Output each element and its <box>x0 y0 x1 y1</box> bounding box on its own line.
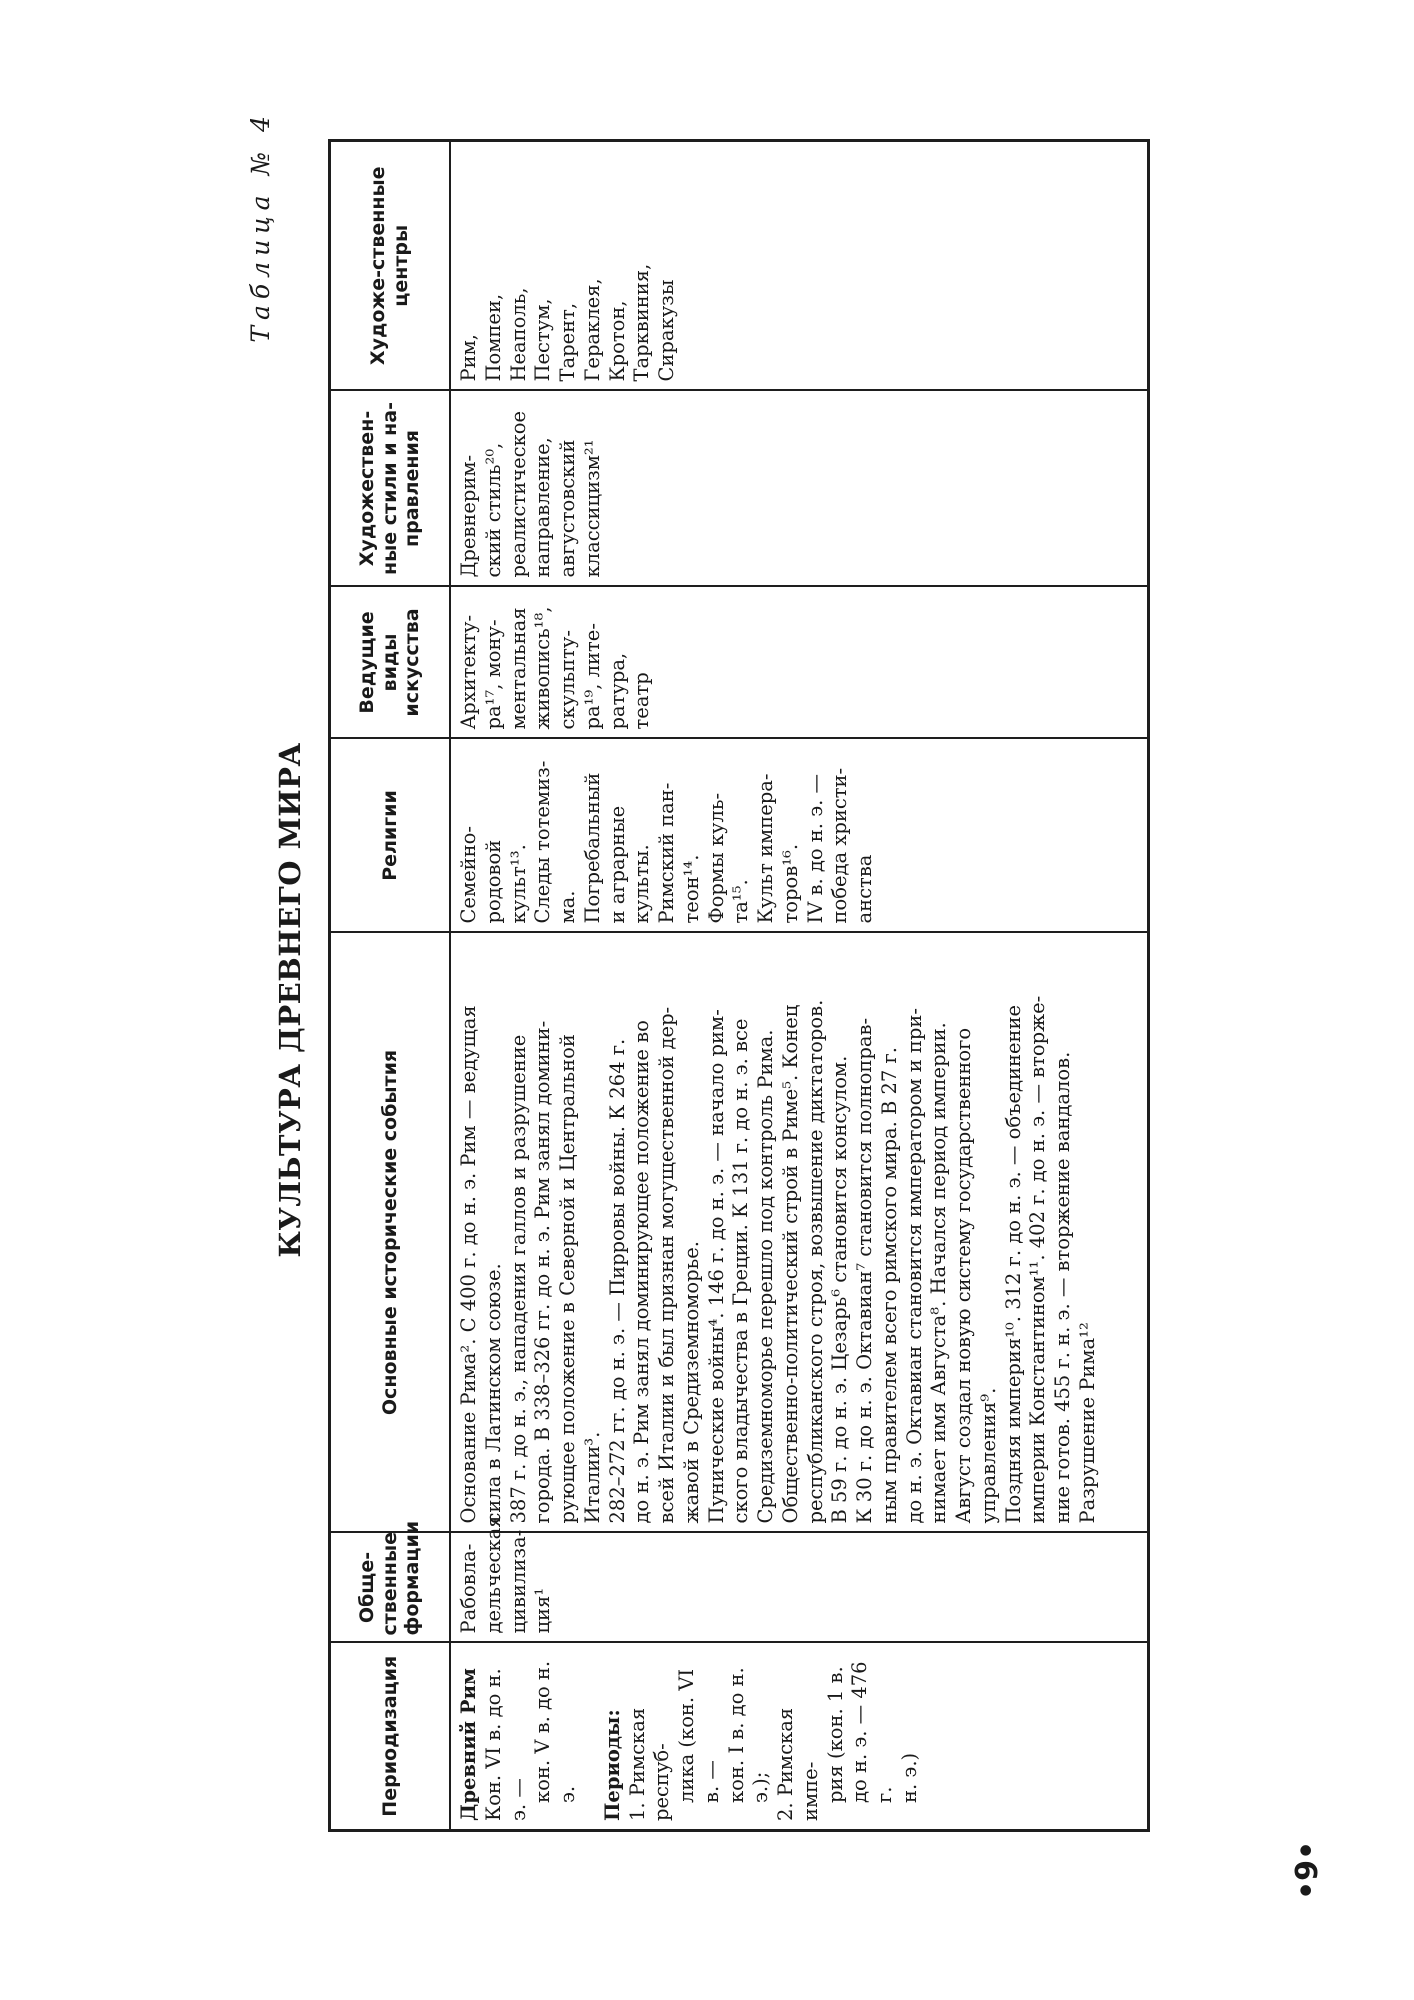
header-styles: Художествен-ные стили и на-правления <box>330 391 451 587</box>
events-line: республиканского строя, возвышение диктаторов. <box>803 999 827 1524</box>
formation-line: ция¹ <box>531 1587 555 1634</box>
religion-line: культ¹³. <box>506 844 530 924</box>
religion-line: Следы тотемиз- <box>531 760 555 924</box>
period-line: 2. Римская импе- <box>774 1707 822 1821</box>
events-line: Пунические войны⁴. 146 г. до н. э. — начало рим- <box>704 1009 728 1524</box>
arts-line: ратура, <box>605 652 629 730</box>
religion-line: и аграрные <box>605 805 629 924</box>
events-line: ние готов. 455 г. н. э. — вторжение вандалов. <box>1051 1051 1074 1524</box>
formation-line: цивилиза- <box>506 1529 530 1634</box>
religion-line: торов¹⁶. <box>778 843 802 924</box>
styles-line: Древнерим- <box>457 454 480 578</box>
cell-styles <box>450 391 1149 587</box>
arts-line: театр <box>630 672 654 730</box>
period-line: до н. э. — 476 г. <box>848 1661 896 1803</box>
styles-line: августовский <box>556 439 579 578</box>
period-line: н. э.) <box>897 1752 921 1803</box>
religion-line: та¹⁵. <box>729 879 753 924</box>
events-line: сила в Латинском союзе. <box>481 1263 505 1524</box>
header-row <box>330 141 451 1831</box>
centers-line: Кротон, <box>605 300 629 382</box>
religion-line: Погребальный <box>580 772 604 924</box>
events-line: 387 г. до н. э., нападения галлов и разрушение <box>506 1034 530 1524</box>
period-line: рия (кон. 1 в. <box>823 1666 847 1803</box>
events-line: рующее положение в Северной и Центральной <box>556 1034 579 1524</box>
religion-line: анства <box>853 854 876 924</box>
header-arts: Ведущие виды искусства <box>330 587 451 739</box>
events-line: города. В 338–326 гг. до н. э. Рим занял домини- <box>531 1020 555 1524</box>
events-line: управления⁹. <box>976 1387 1000 1524</box>
header-period: Периодизация <box>330 1643 451 1831</box>
religion-line: родовой <box>481 839 505 924</box>
centers-line: Рим, <box>457 334 480 382</box>
centers-line: Гераклея, <box>580 278 604 382</box>
events-line: Разрушение Рима¹² <box>1075 1322 1099 1524</box>
events-line: империи Константином¹¹. 402 г. до н. э. — вторже- <box>1026 995 1050 1524</box>
periods-heading: Периоды: <box>600 1709 624 1821</box>
events-line: Основание Рима². С 400 г. до н. э. Рим — ведущая <box>457 1005 480 1524</box>
events-line: жавой в Средиземноморье. <box>679 1241 703 1524</box>
centers-line: Неаполь, <box>506 287 530 382</box>
arts-line: живопись¹⁸, <box>531 606 555 730</box>
cell-centers <box>450 141 1149 391</box>
cell-formation <box>450 1515 1149 1643</box>
styles-line: направление, <box>531 437 555 578</box>
period-spacer <box>581 1652 601 1822</box>
events-line: ского владычества в Греции. К 131 г. до н. э. все <box>729 1018 753 1524</box>
header-religion: Религии <box>330 739 451 933</box>
religion-line: культы. <box>630 844 654 924</box>
events-line: до н. э. Рим занял доминирующее положение во <box>630 1020 654 1524</box>
centers-line: Помпеи, <box>481 293 505 382</box>
styles-line: классицизм²¹ <box>580 439 604 578</box>
centers-line: Сиракузы <box>655 279 678 382</box>
header-events: Основные исторические события <box>330 933 451 1533</box>
religion-line: теон¹⁴. <box>679 854 703 924</box>
religion-line: ма. <box>556 890 579 924</box>
cell-period <box>450 1643 1149 1831</box>
cell-arts <box>450 587 1149 739</box>
styles-line: ский стиль²⁰, <box>481 442 505 578</box>
culture-table <box>328 139 1150 1832</box>
events-line: ным правителем всего римского мира. В 27 г. <box>877 1047 901 1524</box>
cell-events <box>450 933 1149 1533</box>
events-line: Средиземноморье перешло под контроль Рима. <box>754 1029 777 1524</box>
header-formation: Обще-ственные формации <box>330 1533 451 1643</box>
events-line: Поздняя империя¹⁰. 312 г. до н. э. — объединение <box>1001 1004 1025 1524</box>
period-line: 1. Римская респуб- <box>625 1707 674 1821</box>
events-line: 282–272 гг. до н. э. — Пирровы войны. К 264 г. <box>605 1038 629 1524</box>
formation-line: дельческая <box>481 1515 505 1634</box>
cell-religion <box>450 739 1149 933</box>
header-centers: Художе-ственные центры <box>330 141 451 391</box>
arts-line: ментальная <box>506 607 530 730</box>
events-line: В 59 г. до н. э. Цезарь⁶ становится консулом. <box>828 1055 852 1524</box>
table-label: Таблица № 4 <box>246 110 275 343</box>
page-number: •9• <box>1290 1840 1325 1900</box>
arts-line: Архитекту- <box>457 614 480 730</box>
religion-line: Семейно- <box>457 826 480 924</box>
period-line: кон. V в. до н. э. <box>531 1660 579 1803</box>
events-line: Италии³. <box>580 1431 604 1524</box>
styles-line: реалистическое <box>506 410 530 578</box>
period-line: Кон. VI в. до н. э. — <box>481 1668 530 1821</box>
religion-line: победа христи- <box>828 767 852 924</box>
table-row <box>450 141 1149 1831</box>
arts-line: ра¹⁹, лите- <box>580 623 604 730</box>
religion-line: Формы куль- <box>704 792 728 924</box>
centers-line: Тарквиния, <box>630 263 654 382</box>
period-line: кон. I в. до н. э.); <box>724 1667 773 1803</box>
centers-line: Пестум, <box>531 298 555 382</box>
period-title: Древний Рим <box>457 1668 480 1821</box>
events-line: Общественно-политический строй в Риме⁵. Конец <box>778 1004 802 1524</box>
formation-line: Рабовла- <box>457 1543 480 1634</box>
religion-line: Римский пан- <box>655 782 678 924</box>
events-line: до н. э. Октавиан становится императором и при- <box>902 1008 926 1524</box>
events-line: К 30 г. до н. э. Октавиан⁷ становится полноправ- <box>853 1017 876 1524</box>
events-line: Август создал новую систему государственного <box>952 1027 975 1524</box>
period-line: лика (кон. VI в. — <box>675 1668 723 1803</box>
arts-line: скульпту- <box>556 630 579 730</box>
arts-line: ра¹⁷, мону- <box>481 619 505 730</box>
centers-line: Тарент, <box>556 302 579 382</box>
events-line: всей Италии и был признан могущественной дер- <box>655 1006 678 1524</box>
events-line: нимает имя Августа⁸. Начался период империи. <box>927 1022 951 1524</box>
page-title: КУЛЬТУРА ДРЕВНЕГО МИРА <box>273 742 307 1258</box>
religion-line: IV в. до н. э. — <box>803 773 827 924</box>
religion-line: Культ импера- <box>754 773 777 924</box>
